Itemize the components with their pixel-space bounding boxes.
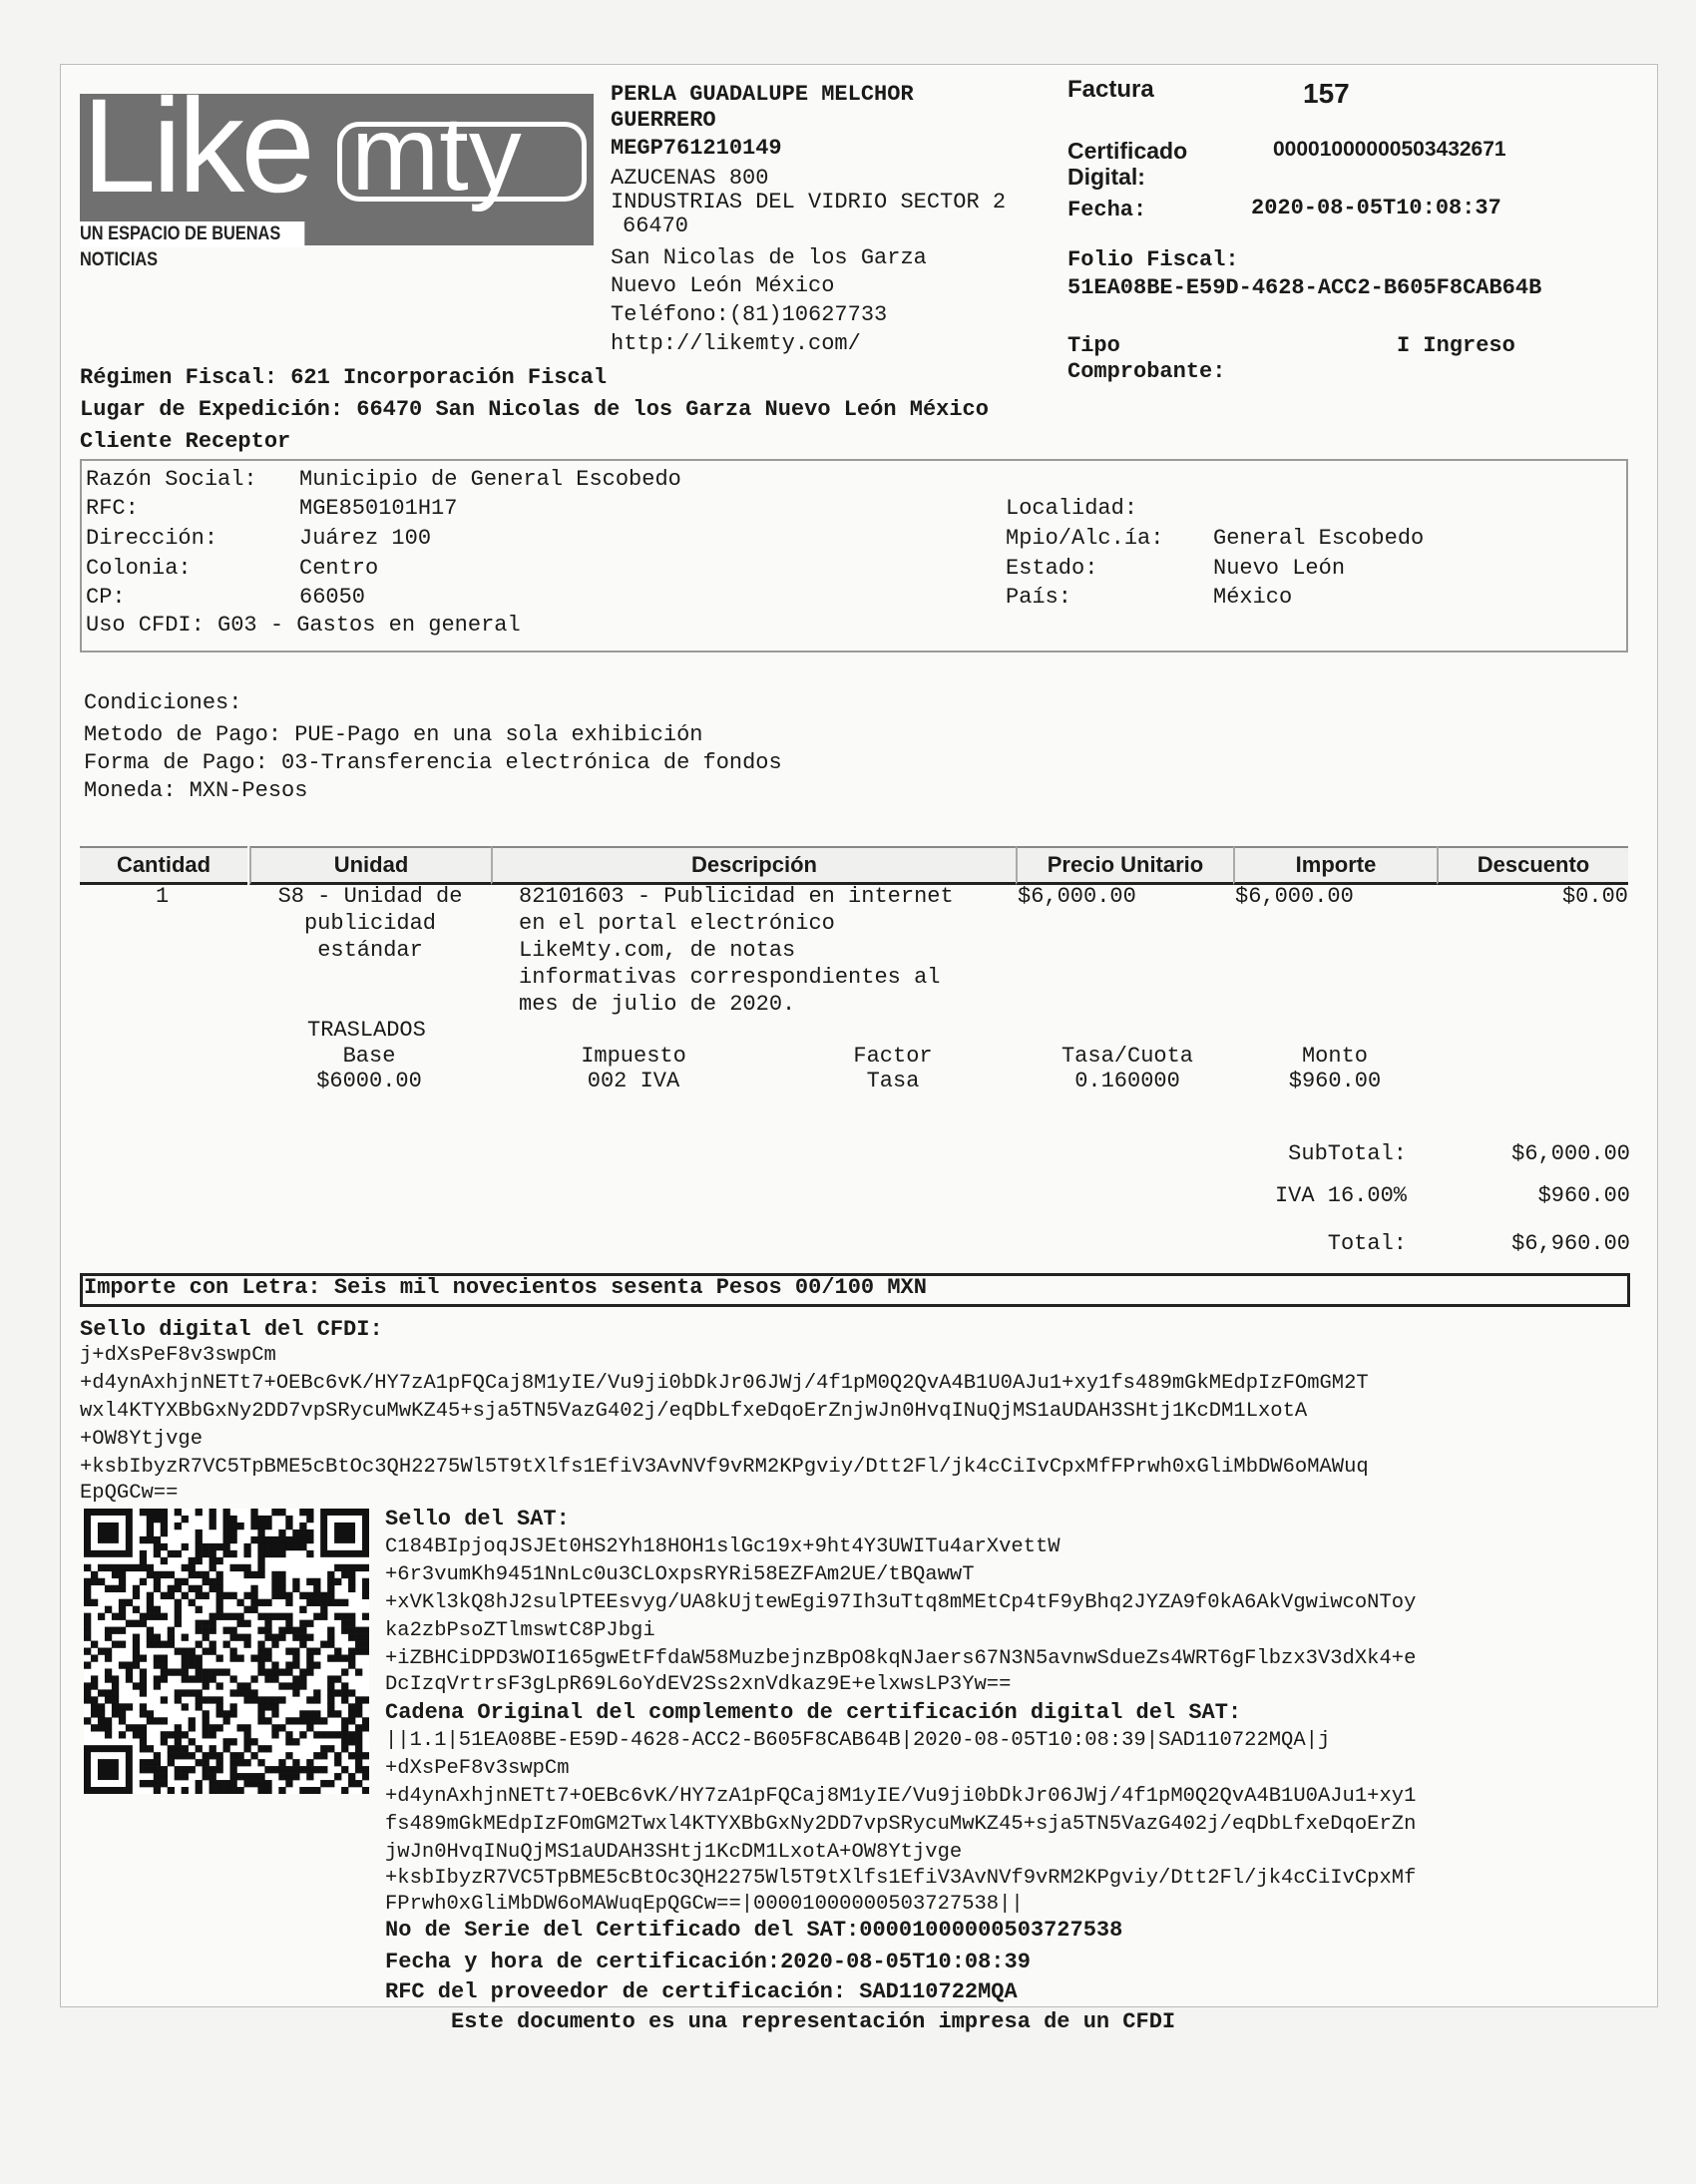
sello-cfdi-title: Sello digital del CFDI: xyxy=(80,1317,383,1342)
cadena-line: ||1.1|51EA08BE-E59D-4628-ACC2-B605F8CAB64B|2020-08-05T10:08:39|SAD110722MQA|j xyxy=(385,1729,1331,1752)
traslados-factor: Tasa xyxy=(866,1069,920,1093)
traslados-monto: $960.00 xyxy=(1288,1069,1382,1093)
iva-value: $960.00 xyxy=(1537,1183,1630,1208)
col-header-cantidad: Cantidad xyxy=(80,846,247,885)
cliente-label-direccion: Dirección: xyxy=(86,526,218,551)
cliente-cp: 66050 xyxy=(299,585,366,610)
traslados-base: $6000.00 xyxy=(316,1069,422,1093)
traslados-title: TRASLADOS xyxy=(307,1018,426,1043)
logo-word-mty: mty xyxy=(351,95,522,213)
fecha-value: 2020-08-05T10:08:37 xyxy=(1251,196,1501,220)
cadena-line: +d4ynAxhjnNETt7+OEBc6vK/HY7zA1pFQCaj8M1yIE/Vu9ji0bDkJr06JWj/4f1pM0Q2QvA4B1U0AJu1+xy1 xyxy=(385,1785,1417,1808)
numero-serie-sat: No de Serie del Certificado del SAT:00001000000503727538 xyxy=(385,1918,1123,1943)
tipo-comprobante-label-1: Tipo xyxy=(1067,333,1120,358)
sello-cfdi-line: wxl4KTYXBbGxNy2DD7vpSRycuMwKZ45+sja5TN5VazG402j/eqDbLfxeDqoErZnjwJn0HvqINuQjMS1aUDAH3SHtj1KcDM1LxotA xyxy=(80,1400,1308,1423)
certificado-value: 00001000000503432671 xyxy=(1273,138,1506,161)
row-descuento: $0.00 xyxy=(1561,884,1628,909)
uso-cfdi: Uso CFDI: G03 - Gastos en general xyxy=(86,613,521,638)
sello-sat-line: +6r3vumKh9451NnLc0u3CLOxpsRYRi58EZFAm2UE/tBQawwT xyxy=(385,1563,975,1586)
row-unidad-line1: S8 - Unidad de xyxy=(277,884,463,909)
row-descripcion-line1: 82101603 - Publicidad en internet xyxy=(519,884,954,909)
fecha-certificacion: Fecha y hora de certificación:2020-08-05T10:08:39 xyxy=(385,1950,1031,1974)
row-descripcion-line3: LikeMty.com, de notas xyxy=(519,938,796,963)
cliente-municipio: General Escobedo xyxy=(1213,526,1425,551)
sello-sat-line: C184BIpjoqJSJEt0HS2Yh18HOH1slGc19x+9ht4Y3UWITu4arXvettW xyxy=(385,1535,1060,1558)
traslados-header-factor: Factor xyxy=(853,1044,933,1069)
regimen-fiscal: Régimen Fiscal: 621 Incorporación Fiscal xyxy=(80,365,608,390)
traslados-tasa: 0.160000 xyxy=(1074,1069,1180,1093)
cliente-label-cp: CP: xyxy=(86,585,126,610)
cadena-line: +ksbIbyzR7VC5TpBME5cBtOc3QH2275Wl5T9tXlfs1EfiV3AvNVf9vRM2KPgviy/Dtt2Fl/jk4cCiIvCpxMf xyxy=(385,1867,1417,1890)
qr-code xyxy=(84,1509,369,1794)
sello-cfdi-line: +ksbIbyzR7VC5TpBME5cBtOc3QH2275Wl5T9tXlfs1EfiV3AvNVf9vRM2KPgviy/Dtt2Fl/jk4cCiIvCpxMfFPrwh0xGliMbDW6oMAWuq xyxy=(80,1456,1369,1479)
qr-code-graphic xyxy=(84,1509,369,1794)
rfc-proveedor: RFC del proveedor de certificación: SAD110722MQA xyxy=(385,1979,1018,2004)
cliente-receptor-title: Cliente Receptor xyxy=(80,429,291,454)
col-header-importe: Importe xyxy=(1233,846,1437,885)
traslados-header-base: Base xyxy=(342,1044,396,1069)
issuer-website: http://likemty.com/ xyxy=(611,331,861,356)
cliente-label-colonia: Colonia: xyxy=(86,556,192,581)
subtotal-value: $6,000.00 xyxy=(1511,1141,1630,1166)
traslados-header-impuesto: Impuesto xyxy=(581,1044,686,1069)
row-cantidad: 1 xyxy=(156,884,170,909)
cliente-label-municipio: Mpio/Alc.ía: xyxy=(1006,526,1164,551)
issuer-street: AZUCENAS 800 xyxy=(611,166,769,191)
cliente-direccion: Juárez 100 xyxy=(299,526,432,551)
folio-fiscal-label: Folio Fiscal: xyxy=(1067,247,1239,272)
issuer-state: Nuevo León México xyxy=(611,273,835,298)
sello-sat-line: DcIzqVrtrsF3gLpR69L6oYdEV2Ss2xnVdkaz9E+elxwsLP3Yw== xyxy=(385,1673,1012,1696)
sello-cfdi-line: +OW8Ytjvge xyxy=(80,1428,204,1451)
row-unidad-line3: estándar xyxy=(317,938,423,963)
col-header-descripcion: Descripción xyxy=(491,846,1016,885)
issuer-name-line2: GUERRERO xyxy=(611,108,716,133)
cliente-colonia: Centro xyxy=(299,556,379,581)
col-header-precio-unitario: Precio Unitario xyxy=(1016,846,1233,885)
issuer-city: San Nicolas de los Garza xyxy=(611,245,927,270)
issuer-zip: 66470 xyxy=(623,214,689,238)
logo-tagline: UN ESPACIO DE BUENAS NOTICIAS xyxy=(80,221,304,247)
cadena-line: +dXsPeF8v3swpCm xyxy=(385,1757,570,1780)
sello-sat-line: ka2zbPsoZTlmswtC8PJbgi xyxy=(385,1619,655,1642)
cliente-estado: Nuevo León xyxy=(1213,556,1346,581)
subtotal-label: SubTotal: xyxy=(1288,1141,1407,1166)
factura-number: 157 xyxy=(1303,78,1350,109)
sello-cfdi-line: j+dXsPeF8v3swpCm xyxy=(80,1344,276,1367)
cliente-razon-social: Municipio de General Escobedo xyxy=(299,467,681,492)
tipo-comprobante-label-2: Comprobante: xyxy=(1067,359,1226,384)
lugar-expedicion: Lugar de Expedición: 66470 San Nicolas de los Garza Nuevo León México xyxy=(80,397,989,422)
logo-word-like: Like xyxy=(82,72,311,220)
certificado-label-1: Certificado xyxy=(1067,138,1188,164)
cadena-line: jwJn0HvqINuQjMS1aUDAH3SHtj1KcDM1LxotA+OW8Ytjvge xyxy=(385,1841,963,1864)
importe-con-letra: Importe con Letra: Seis mil novecientos sesenta Pesos 00/100 MXN xyxy=(84,1275,927,1300)
cliente-label-razon: Razón Social: xyxy=(86,467,257,492)
issuer-name-line1: PERLA GUADALUPE MELCHOR xyxy=(611,82,914,107)
sello-cfdi-line: +d4ynAxhjnNETt7+OEBc6vK/HY7zA1pFQCaj8M1yIE/Vu9ji0bDkJr06JWj/4f1pM0Q2QvA4B1U0AJu1+xy1fs489mGkMEdpIzFOmGM2T xyxy=(80,1372,1369,1395)
condiciones-title: Condiciones: xyxy=(84,690,242,715)
row-descripcion-line4: informativas correspondientes al xyxy=(519,965,941,990)
logo-mty xyxy=(337,95,587,213)
metodo-pago: Metodo de Pago: PUE-Pago en una sola exhibición xyxy=(84,722,703,747)
certificado-label-2: Digital: xyxy=(1067,164,1145,190)
traslados-impuesto: 002 IVA xyxy=(587,1069,680,1093)
col-header-unidad: Unidad xyxy=(249,846,491,885)
tipo-comprobante-value: I Ingreso xyxy=(1397,333,1515,358)
sello-sat-title: Sello del SAT: xyxy=(385,1507,570,1531)
forma-pago: Forma de Pago: 03-Transferencia electrónica de fondos xyxy=(84,750,782,775)
row-importe: $6,000.00 xyxy=(1235,884,1354,909)
issuer-rfc: MEGP761210149 xyxy=(611,136,782,161)
col-header-descuento: Descuento xyxy=(1437,846,1628,885)
row-precio-unitario: $6,000.00 xyxy=(1018,884,1136,909)
row-unidad-line2: publicidad xyxy=(303,911,437,936)
issuer-phone: Teléfono:(81)10627733 xyxy=(611,302,888,327)
total-label: Total: xyxy=(1327,1231,1407,1256)
factura-label: Factura xyxy=(1067,76,1154,103)
iva-label: IVA 16.00% xyxy=(1274,1183,1407,1208)
cliente-rfc: MGE850101H17 xyxy=(299,496,458,521)
fecha-label: Fecha: xyxy=(1067,198,1147,222)
cliente-label-estado: Estado: xyxy=(1006,556,1098,581)
traslados-header-tasa: Tasa/Cuota xyxy=(1060,1044,1194,1069)
sello-sat-line: +xVKl3kQ8hJ2sulPTEEsvyg/UA8kUjtewEgi97Ih3uTtq8mMEtCp4tF9yBhq2JYZA9f0kA6AkVgwiwcoNToy xyxy=(385,1591,1417,1614)
row-descripcion-line2: en el portal electrónico xyxy=(519,911,835,936)
cliente-label-rfc: RFC: xyxy=(86,496,139,521)
folio-fiscal-value: 51EA08BE-E59D-4628-ACC2-B605F8CAB64B xyxy=(1067,275,1542,300)
cadena-original-title: Cadena Original del complemento de certificación digital del SAT: xyxy=(385,1700,1242,1725)
nota-representacion-impresa: Este documento es una representación impresa de un CFDI xyxy=(451,2009,1176,2034)
row-descripcion-line5: mes de julio de 2020. xyxy=(519,992,796,1017)
cadena-line: fs489mGkMEdpIzFOmGM2Twxl4KTYXBbGxNy2DD7vpSRycuMwKZ45+sja5TN5VazG402j/eqDbLfxeDqoErZn xyxy=(385,1813,1417,1836)
cadena-line: FPrwh0xGliMbDW6oMAWuqEpQGCw==|00001000000503727538|| xyxy=(385,1893,1024,1916)
issuer-colony: INDUSTRIAS DEL VIDRIO SECTOR 2 xyxy=(611,190,1007,215)
cliente-pais: México xyxy=(1213,585,1293,610)
sello-cfdi-line: EpQGCw== xyxy=(80,1482,179,1505)
moneda: Moneda: MXN-Pesos xyxy=(84,778,308,803)
cliente-label-pais: País: xyxy=(1006,585,1072,610)
total-value: $6,960.00 xyxy=(1511,1231,1630,1256)
cliente-label-localidad: Localidad: xyxy=(1006,496,1138,521)
traslados-header-monto: Monto xyxy=(1301,1044,1368,1069)
sello-sat-line: +iZBHCiDPD3WOI165gwEtFfdaW58MuzbejnzBpO8kqNJaers67N3N5avnwSdueZs4WRT6gFlbzx3V3dXk4+e xyxy=(385,1647,1417,1670)
